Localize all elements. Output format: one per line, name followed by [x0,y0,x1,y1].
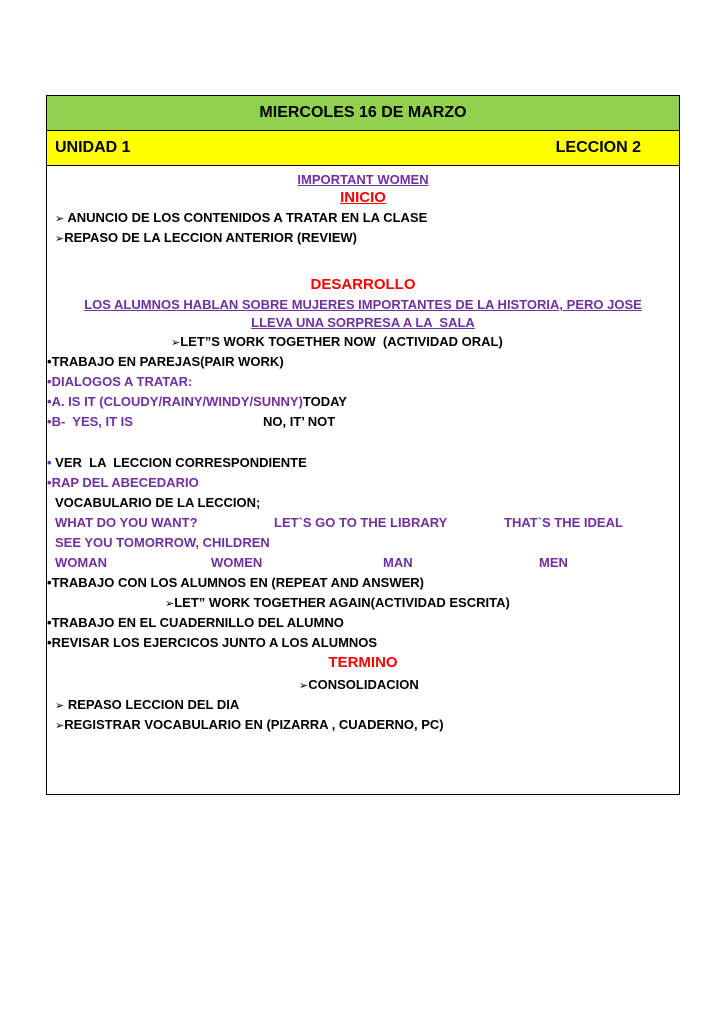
list-item: ➢ REPASO LECCION DEL DIA [55,697,240,712]
dot-bullet-icon: • [47,475,52,490]
arrow-bullet-icon: ➢ [299,679,309,692]
arrow-bullet-icon: ➢ [165,597,175,610]
vocabulary-heading: VOCABULARIO DE LA LECCION; [55,495,261,510]
list-item: LLEVA UNA SORPRESA A LA SALA [251,315,475,330]
dot-bullet-icon: • [47,354,52,369]
arrow-bullet-icon: ➢ [171,336,181,349]
list-item: •TRABAJO EN EL CUADERNILLO DEL ALUMNO [47,615,344,630]
section-termino: TERMINO [328,654,398,671]
dot-bullet-icon: • [47,635,52,650]
list-item: • VER LA LECCION CORRESPONDIENTE [47,455,307,470]
vocab-phrase: THAT`S THE IDEAL [504,515,623,530]
section-desarrollo: DESARROLLO [310,276,416,293]
lesson-title: IMPORTANT WOMEN [297,172,429,187]
list-item: ➢CONSOLIDACION [299,677,419,692]
list-item: •DIALOGOS A TRATAR: [47,374,193,389]
dot-bullet-icon: • [47,575,52,590]
vocab-phrase: SEE YOU TOMORROW, CHILDREN [55,535,270,550]
vocab-word: WOMEN [211,555,263,570]
dialog-b-no: NO, IT’ NOT [263,414,336,429]
arrow-bullet-icon: ➢ [55,699,65,712]
dot-bullet-icon: • [47,455,52,470]
vocab-word: MAN [383,555,413,570]
date-row [47,96,679,131]
arrow-bullet-icon: ➢ [55,719,65,732]
list-item: ➢REPASO DE LA LECCION ANTERIOR (REVIEW) [55,230,357,245]
vocab-word: MEN [539,555,568,570]
list-item: •REVISAR LOS EJERCICOS JUNTO A LOS ALUMNOS [47,635,378,650]
section-inicio: INICIO [340,189,386,206]
unit-text: UNIDAD 1 [55,139,131,156]
list-item: ➢LET”S WORK TOGETHER NOW (ACTIVIDAD ORAL) [171,334,503,349]
list-item: •B- YES, IT IS [47,414,133,429]
dot-bullet-icon: • [47,374,52,389]
list-item: ➢LET” WORK TOGETHER AGAIN(ACTIVIDAD ESCRITA) [165,595,510,610]
lesson-text: LECCION 2 [555,139,641,156]
dot-bullet-icon: • [47,615,52,630]
dot-bullet-icon: • [47,394,52,409]
vocab-phrase: LET`S GO TO THE LIBRARY [274,515,448,530]
vocab-word: WOMAN [55,555,107,570]
list-item: •A. IS IT (CLOUDY/RAINY/WINDY/SUNNY)TODAY [47,394,347,409]
dot-bullet-icon: • [47,414,52,429]
date-text: MIERCOLES 16 DE MARZO [259,104,467,121]
unit-row [47,131,679,166]
vocab-phrase: WHAT DO YOU WANT? [55,515,198,530]
list-item: •TRABAJO CON LOS ALUMNOS EN (REPEAT AND ANSWER) [47,575,424,590]
arrow-bullet-icon: ➢ [55,232,65,245]
list-item: ➢REGISTRAR VOCABULARIO EN (PIZARRA , CUADERNO, PC) [55,717,444,732]
list-item: LOS ALUMNOS HABLAN SOBRE MUJERES IMPORTANTES DE LA HISTORIA, PERO JOSE [84,297,642,312]
lesson-plan-table [46,95,680,795]
list-item: •TRABAJO EN PAREJAS(PAIR WORK) [47,354,284,369]
list-item: •RAP DEL ABECEDARIO [47,475,199,490]
list-item: ➢ ANUNCIO DE LOS CONTENIDOS A TRATAR EN LA CLASE [55,210,428,225]
arrow-bullet-icon: ➢ [55,212,65,225]
